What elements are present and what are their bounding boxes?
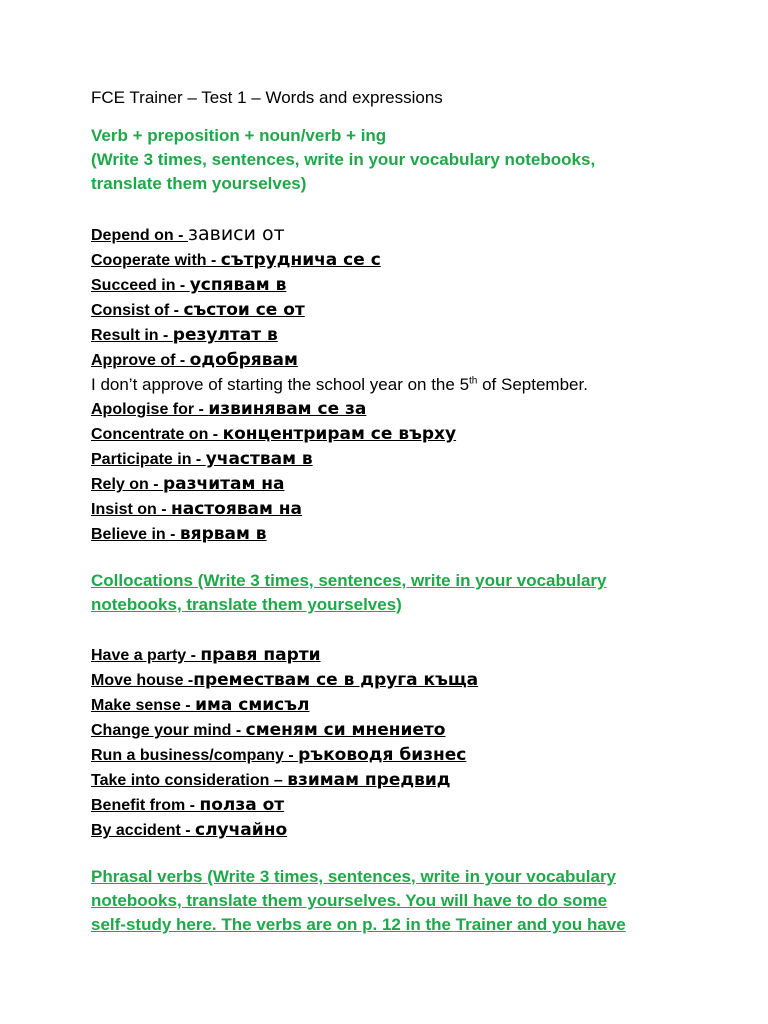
english-term: Make sense -	[91, 697, 196, 714]
english-term: Consist of -	[91, 302, 184, 319]
bulgarian-translation: сътруднича се с	[220, 250, 381, 270]
english-term: Run a business/company -	[91, 747, 299, 764]
list-item	[91, 668, 751, 693]
english-term: Move house -	[91, 672, 194, 689]
english-term: Concentrate on -	[91, 426, 223, 443]
english-term: By accident -	[91, 822, 196, 839]
list-item	[91, 522, 751, 547]
english-term: Have a party -	[91, 647, 201, 664]
list-item	[91, 718, 751, 743]
english-term: Cooperate with -	[91, 252, 221, 269]
english-term: Change your mind -	[91, 722, 246, 739]
english-term: Take into consideration –	[91, 772, 288, 789]
english-term: Believe in -	[91, 526, 180, 543]
ordinal-suffix: th	[469, 375, 478, 387]
english-term: Depend on -	[91, 227, 188, 244]
english-term: Benefit from -	[91, 797, 200, 814]
bulgarian-translation: ръководя бизнес	[298, 745, 467, 765]
list-item	[91, 818, 751, 843]
english-term: Approve of -	[91, 352, 190, 369]
bulgarian-translation: успявам в	[189, 275, 287, 295]
english-term: Succeed in -	[91, 277, 190, 294]
bulgarian-translation: сменям си мнението	[245, 720, 446, 740]
section-heading: Verb + preposition + noun/verb + ing	[91, 126, 387, 145]
section-collocations	[91, 569, 751, 617]
english-term: Insist on -	[91, 501, 171, 518]
list-item	[91, 447, 751, 472]
bulgarian-translation: извинявам се за	[208, 399, 367, 419]
english-term: Result in -	[91, 327, 173, 344]
list-item	[91, 693, 751, 718]
list-item	[91, 397, 751, 422]
list-item	[91, 422, 751, 447]
bulgarian-translation: има смисъл	[195, 695, 310, 715]
verb-preposition-list	[91, 222, 751, 547]
list-item	[91, 472, 751, 497]
list-item	[91, 222, 751, 248]
english-term: Participate in -	[91, 451, 206, 468]
section-heading: Collocations (Write 3 times, sentences, write in your vocabulary	[91, 571, 607, 590]
bulgarian-translation: правя парти	[200, 645, 321, 665]
list-item	[91, 298, 751, 323]
bulgarian-translation: настоявам на	[171, 499, 303, 519]
bulgarian-translation: случайно	[195, 820, 288, 840]
list-item	[91, 273, 751, 298]
section-instructions: notebooks, translate them yourselves)	[91, 595, 402, 614]
english-term: Rely on -	[91, 476, 164, 493]
bulgarian-translation: участвам в	[205, 449, 313, 469]
list-item	[91, 323, 751, 348]
section-heading: Phrasal verbs (Write 3 times, sentences, write in your vocabulary	[91, 867, 617, 886]
bulgarian-translation: одобрявам	[189, 350, 298, 370]
document-page	[91, 86, 751, 937]
section-verb-preposition	[91, 124, 751, 196]
section-instructions: translate them yourselves)	[91, 174, 307, 193]
section-instructions: self-study here. The verbs are on p. 12 in the Trainer and you have	[91, 915, 626, 934]
section-phrasal-verbs	[91, 865, 751, 937]
list-item	[91, 348, 751, 373]
section-instructions: notebooks, translate them yourselves. You will have to do some	[91, 891, 608, 910]
list-item	[91, 248, 751, 273]
bulgarian-translation: състои се от	[183, 300, 305, 320]
list-item	[91, 793, 751, 818]
list-item	[91, 768, 751, 793]
bulgarian-translation: резултат в	[172, 325, 278, 345]
example-sentence-text: I don’t approve of starting the school year on the 5	[91, 375, 470, 394]
bulgarian-translation: вярвам в	[179, 524, 267, 544]
bulgarian-translation: концентрирам се върху	[222, 424, 457, 444]
bulgarian-translation: разчитам на	[163, 474, 285, 494]
list-item	[91, 643, 751, 668]
list-item	[91, 497, 751, 522]
bulgarian-translation: премествам се в друга къща	[193, 670, 479, 690]
bulgarian-translation: взимам предвид	[287, 770, 451, 790]
bulgarian-translation: полза от	[199, 795, 285, 815]
document-title: FCE Trainer – Test 1 – Words and expressions	[91, 88, 443, 107]
section-instructions: (Write 3 times, sentences, write in your vocabulary notebooks,	[91, 150, 596, 169]
list-item	[91, 743, 751, 768]
collocations-list	[91, 643, 751, 843]
example-sentence	[91, 373, 751, 397]
bulgarian-translation: зависи от	[187, 223, 285, 245]
example-sentence-text: of September.	[477, 375, 588, 394]
english-term: Apologise for -	[91, 401, 209, 418]
